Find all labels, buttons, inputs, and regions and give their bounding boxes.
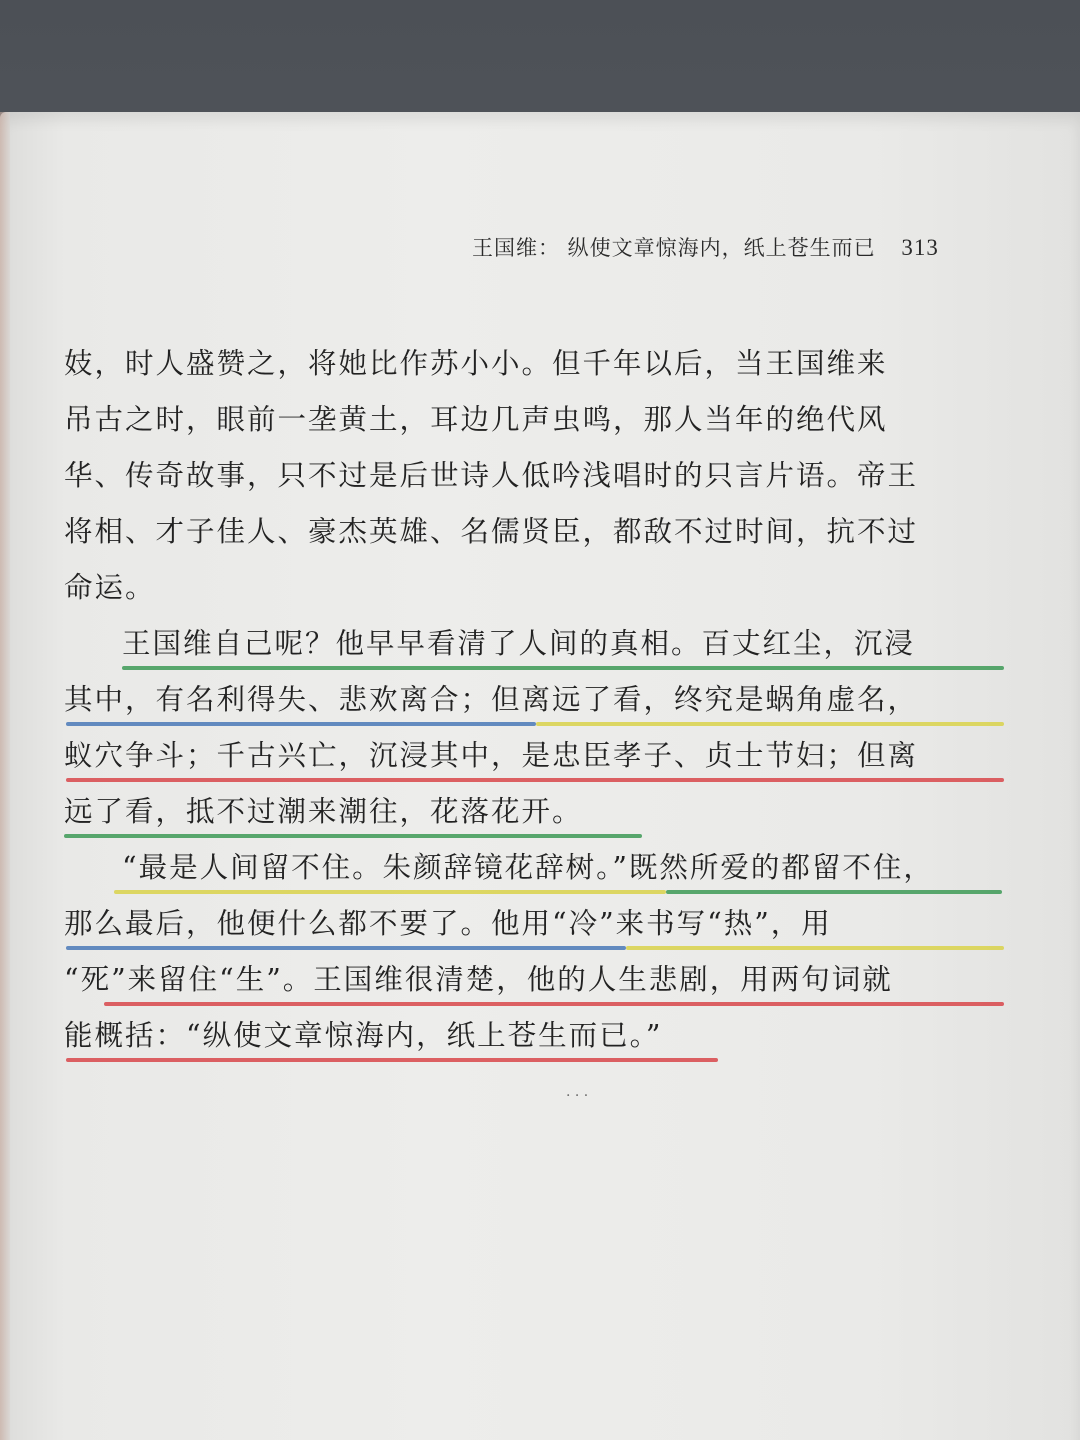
underline-green (64, 834, 642, 838)
running-header (472, 232, 992, 262)
text-line-underlined: 其中，有名利得失、悲欢离合；但离远了看，终究是蜗角虚名， (64, 672, 1004, 728)
text-line-underlined: “最是人间留不住。朱颜辞镜花辞树。”既然所爱的都留不住， (64, 840, 1004, 896)
running-title: 王国维： 纵使文章惊海内，纸上苍生而已 (472, 236, 876, 260)
text-line: 吊古之时，眼前一垄黄土，耳边几声虫鸣，那人当年的绝代风 (64, 403, 888, 436)
underline-red (66, 778, 1004, 782)
text-line-underlined: 蚁穴争斗；千古兴亡，沉浸其中，是忠臣孝子、贞士节妇；但离 (64, 728, 1004, 784)
text-line-underlined: 能概括：“纵使文章惊海内，纸上苍生而已。” (64, 1008, 1004, 1064)
text-line: 命运。 (64, 571, 156, 604)
text-line: 将相、才子佳人、豪杰英雄、名儒贤臣，都敌不过时间，抗不过 (64, 515, 919, 548)
underline-yellow (114, 890, 666, 894)
text-line-underlined: 那么最后，他便什么都不要了。他用“冷”来书写“热”，用 (64, 896, 1004, 952)
text-line: 华、传奇故事，只不过是后世诗人低吟浅唱时的只言片语。帝王 (64, 459, 919, 492)
body-text (64, 336, 1004, 1064)
text-line-underlined: 王国维自己呢？他早早看清了人间的真相。百丈红尘，沉浸 (64, 616, 1004, 672)
underline-red (104, 1002, 1004, 1006)
underline-blue (66, 722, 536, 726)
underline-red (66, 1058, 718, 1062)
underline-yellow (536, 722, 1004, 726)
text-line-underlined: “死”来留住“生”。王国维很清楚，他的人生悲剧，用两句词就 (64, 952, 1004, 1008)
page-number: 313 (901, 235, 939, 260)
underline-green (666, 890, 1002, 894)
underline-yellow (626, 946, 1004, 950)
underline-blue (66, 946, 626, 950)
text-line-underlined: 远了看，抵不过潮来潮往，花落花开。 (64, 784, 1004, 840)
stray-marks: · · · (566, 1088, 589, 1104)
underline-green (122, 666, 1004, 670)
text-line: 妓，时人盛赞之，将她比作苏小小。但千年以后，当王国维来 (64, 347, 888, 380)
page-edge (0, 112, 10, 1440)
